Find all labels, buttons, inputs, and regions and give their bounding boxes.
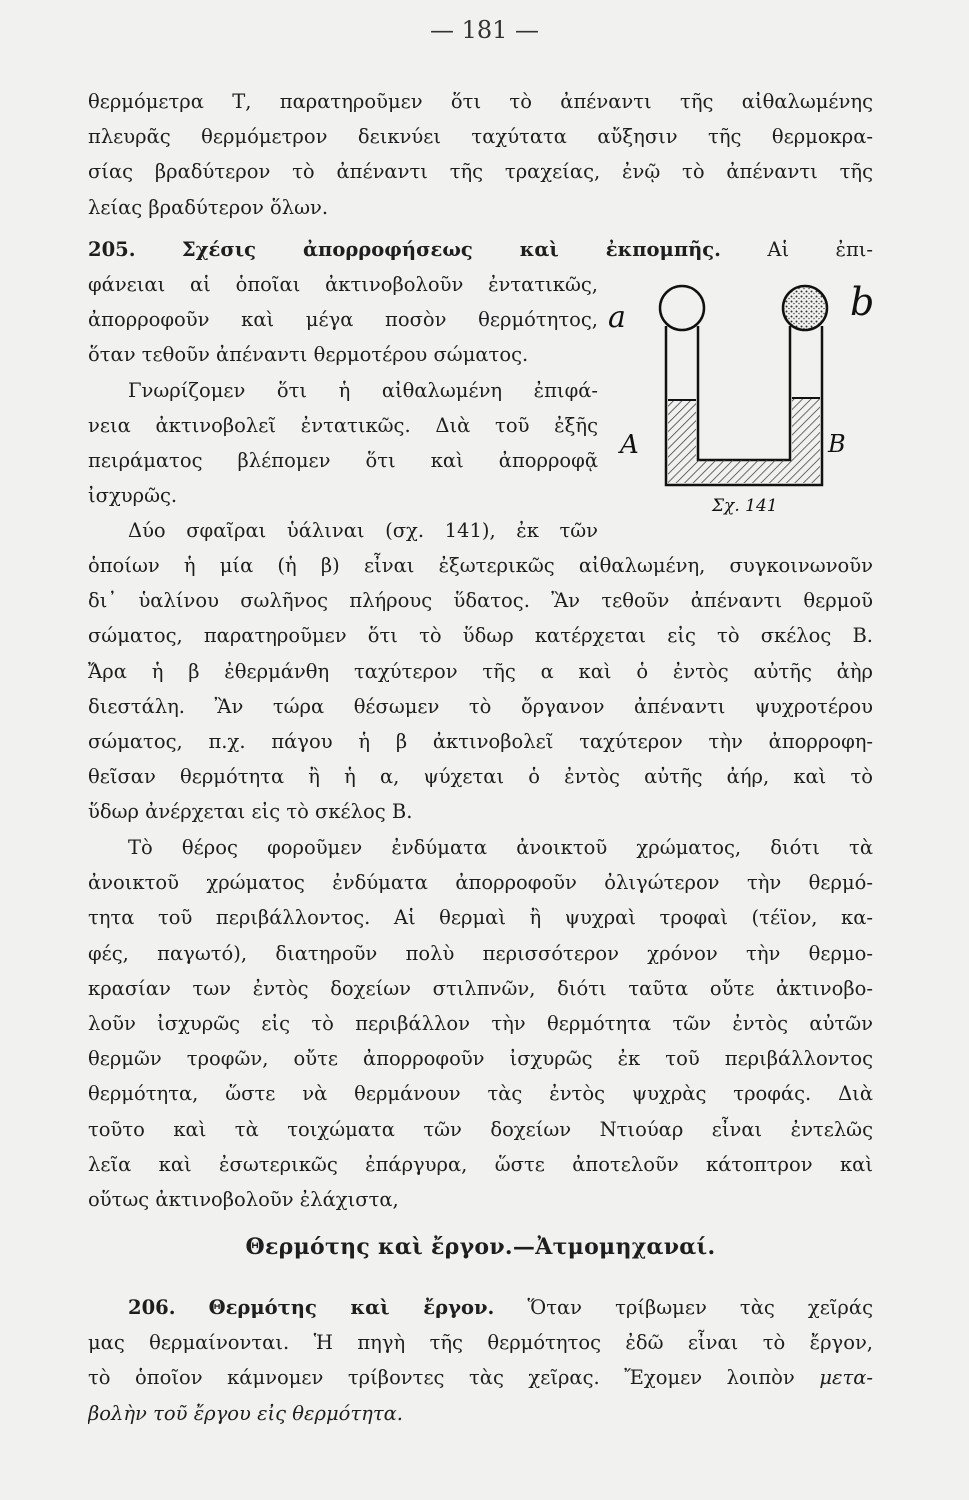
paragraph-205-full [88, 548, 873, 830]
section-number: 206. [128, 1296, 176, 1319]
text-line: Τὸ θέρος φοροῦμεν ἐνδύματα ἀνοικτοῦ χρώματος, διότι τὰ [128, 836, 873, 859]
section-205 [88, 232, 873, 267]
text-line: ὁποίων ἡ μία (ἡ β) εἶναι ἐξωτερικῶς αἰθαλωμένη, συγκοινωνοῦν [88, 554, 873, 577]
text-line: δι᾽ ὑαλίνου σωλῆνος πλήρους ὕδατος. Ἂν τεθοῦν ἀπέναντι θερμοῦ [88, 589, 873, 613]
text-line: μας θερμαίνονται. Ἡ πηγὴ τῆς θερμότητος ἐδῶ εἶναι τὸ ἔργον, [88, 1331, 873, 1355]
u-tube-diagram [600, 270, 890, 500]
section-206 [88, 1290, 873, 1431]
text-line: θερμότητα, ὥστε νὰ θερμάνουν τὰς ἐντὸς ψυχρὰς τροφάς. Διὰ [88, 1082, 873, 1106]
section-title: Θερμότης καὶ ἔργον. [208, 1296, 495, 1319]
figure-141 [600, 270, 890, 530]
text-line: κρασίαν των ἐντὸς δοχείων στιλπνῶν, διότι ταῦτα οὔτε ἀκτινοβο- [88, 976, 873, 1000]
bulb-a [660, 286, 704, 330]
section-heading-rest: Ὅταν τρίβωμεν τὰς χεῖράς [527, 1296, 873, 1319]
section-205-heading-line [88, 232, 873, 267]
text-line: τοῦτο καὶ τὰ τοιχώματα τῶν δοχείων Ντιούαρ εἶναι ἐντελῶς [88, 1117, 873, 1141]
figure-label-a: a [608, 300, 626, 335]
text-line: φές, παγωτό), διατηροῦν πολὺ περισσότερον χρόνον τὴν θερμο- [88, 941, 873, 965]
text-line: οὕτως ἀκτινοβολοῦν ἐλάχιστα, [88, 1187, 399, 1211]
text-line: θερμόμετρα Τ, παρατηροῦμεν ὅτι τὸ ἀπέναντι τῆς αἰθαλωμένης [88, 90, 873, 113]
text-line: λεῖα καὶ ἐσωτερικῶς ἐπάργυρα, ὥστε ἀποτελοῦν κάτοπτρον καὶ [88, 1152, 873, 1176]
text-line: ὕδωρ ἀνέρχεται εἰς τὸ σκέλος Β. [88, 800, 413, 824]
section-206-heading-line [88, 1290, 873, 1325]
paragraph-205-narrow [88, 267, 598, 549]
text-line: ἀπορροφοῦν καὶ μέγα ποσὸν θερμότητος, [88, 308, 598, 332]
chapter-heading: Θερμότης καὶ ἔργον.—Ἀτμομηχαναί. [245, 1234, 716, 1260]
page-number: — 181 — [429, 16, 540, 44]
text-line: φάνειαι αἱ ὁποῖαι ἀκτινοβολοῦν ἐντατικῶς, [88, 273, 598, 296]
text-line: Δύο σφαῖραι ὑάλιναι (σχ. 141), ἐκ τῶν [128, 519, 598, 543]
italic-segment: μετα- [819, 1366, 873, 1390]
text-line: νεια ἀκτινοβολεῖ ἐντατικῶς. Διὰ τοῦ ἐξῆς [88, 413, 598, 437]
figure-label-B: B [828, 430, 846, 458]
text-line: Γνωρίζομεν ὅτι ἡ αἰθαλωμένη ἐπιφά- [128, 378, 598, 402]
paragraph-summer [88, 830, 873, 1217]
text-line: Ἄρα ἡ β ἐθερμάνθη ταχύτερον τῆς α καὶ ὁ ἐντὸς αὐτῆς ἀὴρ [88, 659, 873, 683]
text-line: θεῖσαν θερμότητα ἢ ἡ α, ψύχεται ὁ ἐντὸς αὐτῆς ἀήρ, καὶ τὸ [88, 765, 873, 789]
text-line: θερμῶν τροφῶν, οὔτε ἀπορροφοῦν ἰσχυρῶς ἐκ τοῦ περιβάλλοντος [88, 1047, 873, 1071]
text-line: διεστάλη. Ἂν τώρα θέσωμεν τὸ ὄργανον ἀπέναντι ψυχροτέρου [88, 694, 873, 718]
text-line: τητα τοῦ περιβάλλοντος. Αἱ θερμαὶ ἢ ψυχραὶ τροφαὶ (τέϊον, κα- [88, 906, 873, 930]
water-bottom [668, 460, 820, 483]
text-line: λοῦν ἰσχυρῶς εἰς τὸ περιβάλλον τὴν θερμότητα τῶν ἐντὸς αὐτῶν [88, 1011, 873, 1035]
figure-caption: Σχ. 141 [712, 496, 778, 516]
text-line: λείας βραδύτερον ὅλων. [88, 195, 329, 219]
section-heading-rest: Αἱ ἐπι- [767, 238, 873, 261]
text-line: ἀνοικτοῦ χρώματος ἐνδύματα ἀπορροφοῦν ὀλιγώτερον τὴν θερμό- [88, 871, 873, 895]
water-left [668, 400, 696, 460]
figure-label-A: A [620, 430, 639, 460]
text-line: σίας βραδύτερον τὸ ἀπέναντι τῆς τραχείας, ἐνῷ τὸ ἀπέναντι τῆς [88, 160, 873, 184]
text-line: σώματος, π.χ. πάγου ἡ β ἀκτινοβολεῖ ταχύτερον τὴν ἀπορροφη- [88, 729, 873, 753]
text-line: ὅταν τεθοῦν ἀπέναντι θερμοτέρου σώματος. [88, 343, 529, 367]
bulb-b [783, 286, 827, 330]
text-line [88, 1360, 873, 1395]
text-segment: τὸ ὁποῖον κάμνομεν τρίβοντες τὰς χεῖρας. Ἔχομεν λοιπὸν [88, 1366, 795, 1390]
text-line: πειράματος βλέπομεν ὅτι καὶ ἀπορροφᾷ [88, 448, 598, 472]
text-line: ἰσχυρῶς. [88, 484, 178, 508]
paragraph-intro [88, 84, 873, 225]
text-line [88, 1396, 873, 1431]
text-line: πλευρᾶς θερμόμετρον δεικνύει ταχύτατα αὔξησιν τῆς θερμοκρα- [88, 125, 873, 149]
figure-label-b: b [850, 280, 875, 324]
text-line: σώματος, παρατηροῦμεν ὅτι τὸ ὕδωρ κατέρχεται εἰς τὸ σκέλος Β. [88, 624, 873, 648]
section-title: Σχέσις ἀπορροφήσεως καὶ ἐκπομπῆς. [181, 238, 721, 261]
italic-segment: βολὴν τοῦ ἔργου εἰς θερμότητα. [88, 1401, 403, 1425]
water-right [792, 398, 820, 460]
section-number: 205. [88, 238, 136, 261]
